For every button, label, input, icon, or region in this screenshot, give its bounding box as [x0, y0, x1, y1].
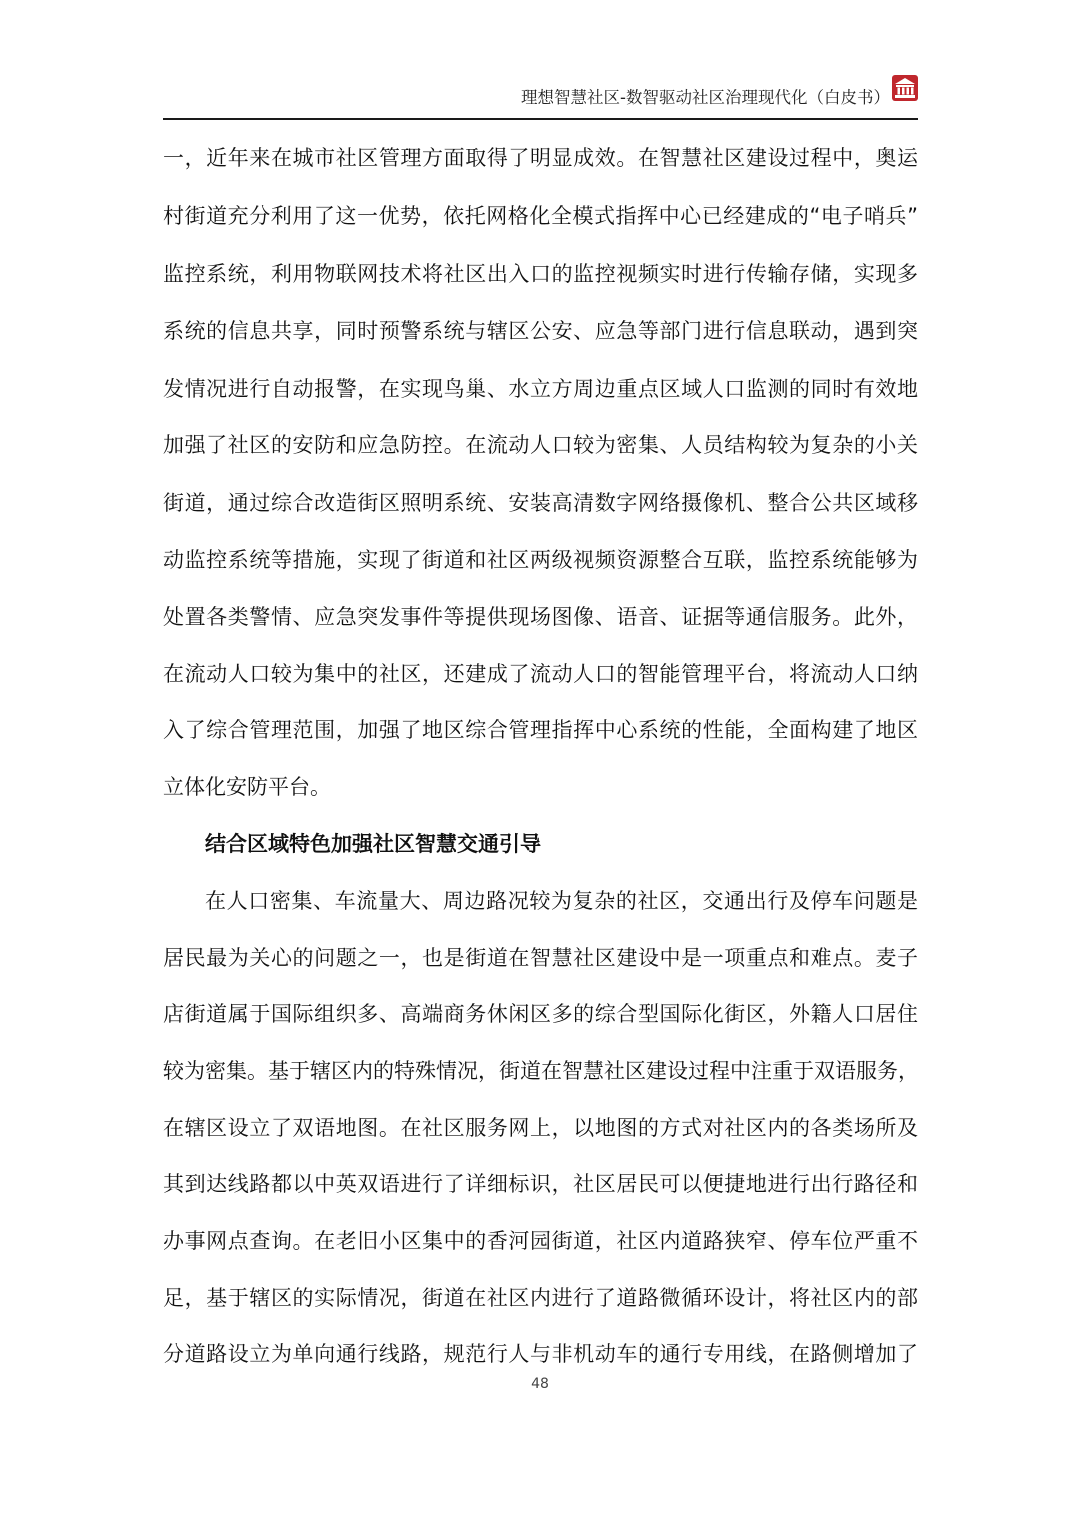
text-line: 发情况进行自动报警，在实现鸟巢、水立方周边重点区域人口监测的同时有效地: [163, 377, 918, 401]
text-line: 在流动人口较为集中的社区，还建成了流动人口的智能管理平台，将流动人口纳: [163, 662, 918, 686]
text-line: 分道路设立为单向通行线路，规范行人与非机动车的通行专用线，在路侧增加了: [163, 1342, 918, 1366]
text-line: 办事网点查询。在老旧小区集中的香河园街道，社区内道路狭窄、停车位严重不: [163, 1229, 918, 1253]
text-line: 较为密集。基于辖区内的特殊情况，街道在智慧社区建设过程中注重于双语服务，: [163, 1059, 919, 1083]
text-line: 店街道属于国际组织多、高端商务休闲区多的综合型国际化街区，外籍人口居住: [163, 1002, 918, 1026]
text-line: 监控系统，利用物联网技术将社区出入口的监控视频实时进行传输存储，实现多: [163, 262, 918, 286]
header-rule: [163, 118, 918, 120]
text-line: 一，近年来在城市社区管理方面取得了明显成效。在智慧社区建设过程中，奥运: [163, 146, 918, 170]
text-line: 入了综合管理范围，加强了地区综合管理指挥中心系统的性能，全面构建了地区: [163, 718, 918, 742]
text-line: 街道，通过综合改造街区照明系统、安装高清数字网络摄像机、整合公共区域移: [163, 491, 918, 515]
text-line: 动监控系统等措施，实现了街道和社区两级视频资源整合互联，监控系统能够为: [163, 548, 918, 572]
text-line: 居民最为关心的问题之一，也是街道在智慧社区建设中是一项重点和难点。麦子: [163, 946, 918, 970]
text-line: 加强了社区的安防和应急防控。在流动人口较为密集、人员结构较为复杂的小关: [163, 433, 918, 457]
text-line: 在辖区设立了双语地图。在社区服务网上，以地图的方式对社区内的各类场所及: [163, 1116, 918, 1140]
text-line: 系统的信息共享，同时预警系统与辖区公安、应急等部门进行信息联动，遇到突: [163, 319, 918, 343]
text-line: 在人口密集、车流量大、周边路况较为复杂的社区，交通出行及停车问题是: [205, 889, 918, 913]
section-subheading: 结合区域特色加强社区智慧交通引导: [205, 832, 541, 856]
page-number: 48: [531, 1376, 549, 1392]
building-columns-logo-icon: [892, 75, 918, 101]
running-header: 理想智慧社区-数智驱动社区治理现代化（白皮书）: [521, 88, 890, 107]
text-line: 立体化安防平台。: [163, 775, 331, 799]
text-line: 足，基于辖区的实际情况，街道在社区内进行了道路微循环设计，将社区内的部: [163, 1286, 918, 1310]
text-line: 处置各类警情、应急突发事件等提供现场图像、语音、证据等通信服务。此外，: [163, 605, 918, 629]
text-line: 其到达线路都以中英双语进行了详细标识，社区居民可以便捷地进行出行路径和: [163, 1172, 918, 1196]
text-line: 村街道充分利用了这一优势，依托网格化全模式指挥中心已经建成的“电子哨兵”: [163, 204, 918, 228]
